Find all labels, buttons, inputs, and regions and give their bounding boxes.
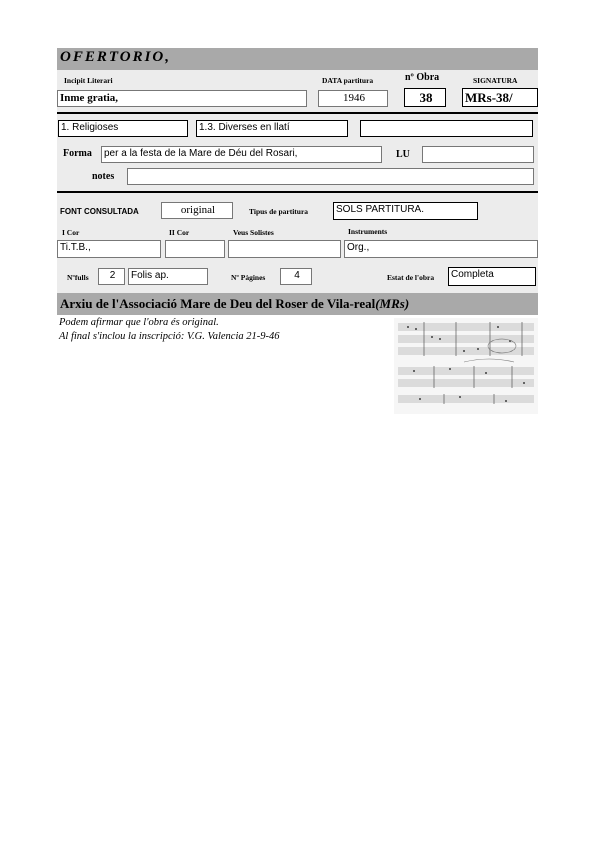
- incipit-field[interactable]: Inme gratia,: [57, 90, 307, 107]
- work-title: OFERTORIO,: [60, 49, 171, 65]
- notes-label: notes: [92, 171, 115, 182]
- data-label: DATA partitura: [322, 76, 374, 85]
- archive-code: (MRs): [375, 296, 410, 311]
- category2-field[interactable]: 1.3. Diverses en llatí: [196, 120, 348, 137]
- observation-line-2: Al final s'inclou la inscripció: V.G. Valencia 21-9-46: [59, 331, 280, 342]
- iicor-field[interactable]: [165, 240, 225, 258]
- estat-label: Estat de l'obra: [387, 273, 435, 282]
- icor-label: I Cor: [62, 228, 80, 237]
- veus-label: Veus Solistes: [233, 228, 274, 237]
- archive-name: Arxiu de l'Associació Mare de Deu del Roser de Vila-real: [60, 296, 376, 311]
- iicor-label: II Cor: [169, 228, 190, 237]
- lu-label: LU: [396, 149, 410, 160]
- forma-label: Forma: [63, 148, 92, 159]
- instruments-field[interactable]: Org.,: [344, 240, 538, 258]
- tipus-field[interactable]: SOLS PARTITURA.: [333, 202, 478, 220]
- font-label: FONT CONSULTADA: [60, 207, 139, 216]
- observation-line-1: Podem afirmar que l'obra és original.: [59, 317, 219, 328]
- score-sketch: [394, 318, 538, 414]
- npagines-label: Nº Pàgines: [231, 273, 266, 282]
- folis-field[interactable]: Folis ap.: [128, 268, 208, 285]
- icor-field[interactable]: Ti.T.B.,: [57, 240, 161, 258]
- estat-field[interactable]: Completa: [448, 267, 536, 286]
- category3-field[interactable]: [360, 120, 533, 137]
- nobra-label: nº Obra: [405, 72, 440, 83]
- data-field[interactable]: 1946: [318, 90, 388, 107]
- score-thumbnail-image: [394, 318, 538, 414]
- nobra-field[interactable]: 38: [404, 88, 446, 107]
- lu-field[interactable]: [422, 146, 534, 163]
- forma-field[interactable]: per a la festa de la Mare de Déu del Rosari,: [101, 146, 382, 163]
- notes-field[interactable]: [127, 168, 534, 185]
- font-field[interactable]: original: [161, 202, 233, 219]
- incipit-label: Incipit Literari: [64, 76, 113, 85]
- archive-title: [60, 296, 409, 312]
- category1-field[interactable]: 1. Religioses: [58, 120, 188, 137]
- nfulls-field[interactable]: 2: [98, 268, 125, 285]
- signatura-label: SIGNATURA: [473, 76, 518, 85]
- signatura-field[interactable]: MRs-38/: [462, 88, 538, 107]
- veus-field[interactable]: [228, 240, 341, 258]
- tipus-label: Tipus de partitura: [249, 207, 309, 216]
- npagines-field[interactable]: 4: [280, 268, 312, 285]
- instruments-label: Instruments: [348, 227, 388, 236]
- nfulls-label: Nºfulls: [67, 273, 89, 282]
